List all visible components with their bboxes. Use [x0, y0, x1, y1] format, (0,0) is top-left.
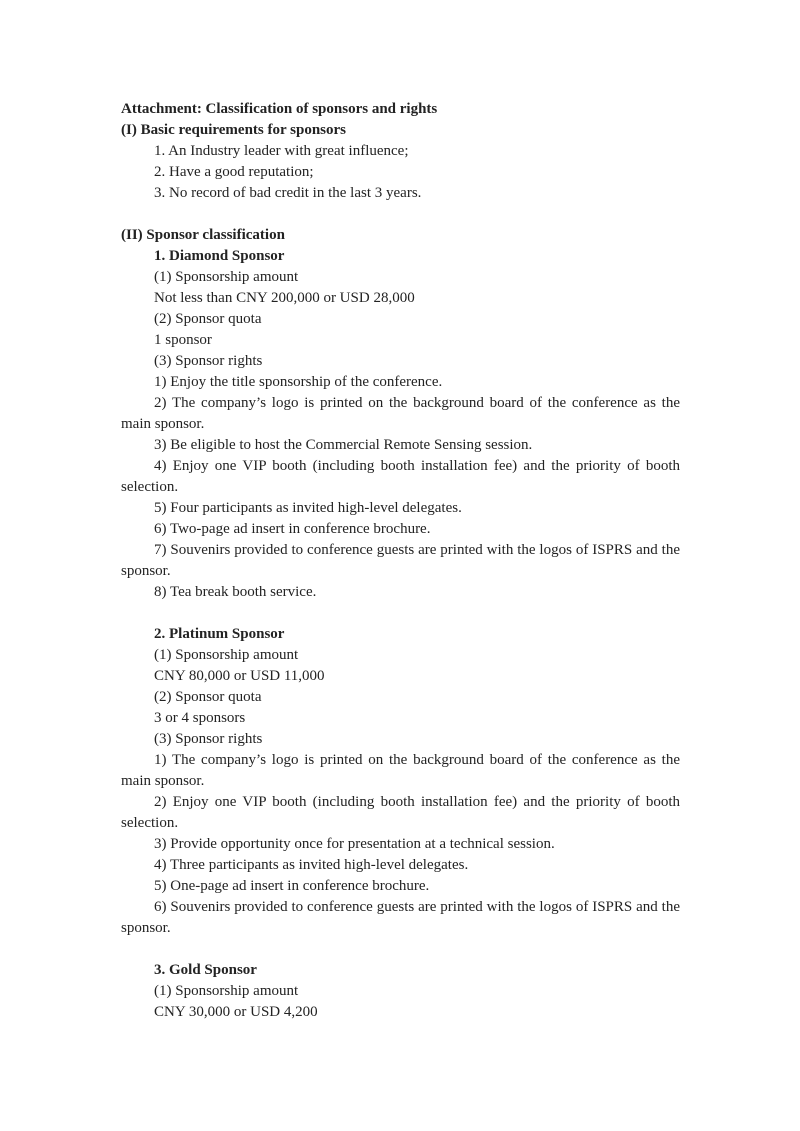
- document-content: [121, 99, 680, 1023]
- basic-requirement-item: 3. No record of bad credit in the last 3 years.: [154, 185, 422, 201]
- doc-line: (2) Sponsor quota: [154, 689, 262, 705]
- doc-line: 3) Be eligible to host the Commercial Remote Sensing session.: [154, 437, 533, 453]
- doc-line: 3 or 4 sponsors: [154, 710, 246, 726]
- doc-line: CNY 30,000 or USD 4,200: [154, 1004, 318, 1020]
- doc-line: 6) Two-page ad insert in conference brochure.: [154, 521, 431, 537]
- doc-line: 5) One-page ad insert in conference brochure.: [154, 878, 430, 894]
- doc-line: 1) Enjoy the title sponsorship of the conference.: [154, 374, 443, 390]
- doc-line: 8) Tea break booth service.: [154, 584, 317, 600]
- doc-line: (3) Sponsor rights: [154, 731, 263, 747]
- subsection-heading-diamond-sponsor: 1. Diamond Sponsor: [154, 248, 285, 264]
- basic-requirement-item: 1. An Industry leader with great influence;: [154, 143, 409, 159]
- blank-line: [121, 939, 680, 960]
- doc-line: 1 sponsor: [154, 332, 212, 348]
- doc-line: (3) Sponsor rights: [154, 353, 263, 369]
- section-heading-basic-requirements: (I) Basic requirements for sponsors: [121, 122, 346, 138]
- doc-line: 4) Enjoy one VIP booth (including booth installation fee) and the priority of booth selection.: [121, 458, 680, 495]
- doc-line: (2) Sponsor quota: [154, 311, 262, 327]
- doc-line: (1) Sponsorship amount: [154, 647, 299, 663]
- doc-line: 4) Three participants as invited high-level delegates.: [154, 857, 469, 873]
- doc-line: 6) Souvenirs provided to conference guests are printed with the logos of ISPRS and the sponsor.: [121, 899, 680, 936]
- doc-line: 2) The company’s logo is printed on the background board of the conference as the main sponsor.: [121, 395, 680, 432]
- doc-line: CNY 80,000 or USD 11,000: [154, 668, 325, 684]
- doc-line: 1) The company’s logo is printed on the background board of the conference as the main sponsor.: [121, 752, 680, 789]
- subsection-heading-platinum-sponsor: 2. Platinum Sponsor: [154, 626, 285, 642]
- blank-line: [121, 204, 680, 225]
- doc-line: 7) Souvenirs provided to conference guests are printed with the logos of ISPRS and the sponsor.: [121, 542, 680, 579]
- basic-requirement-item: 2. Have a good reputation;: [154, 164, 314, 180]
- section-heading-sponsor-classification: (II) Sponsor classification: [121, 227, 285, 243]
- doc-line: Not less than CNY 200,000 or USD 28,000: [154, 290, 415, 306]
- doc-line: 3) Provide opportunity once for presentation at a technical session.: [154, 836, 555, 852]
- doc-line: 2) Enjoy one VIP booth (including booth installation fee) and the priority of booth selection.: [121, 794, 680, 831]
- blank-line: [121, 603, 680, 624]
- doc-line: (1) Sponsorship amount: [154, 983, 299, 999]
- doc-title: Attachment: Classification of sponsors and rights: [121, 101, 438, 117]
- doc-line: 5) Four participants as invited high-level delegates.: [154, 500, 462, 516]
- doc-line: (1) Sponsorship amount: [154, 269, 299, 285]
- subsection-heading-gold-sponsor: 3. Gold Sponsor: [154, 962, 257, 978]
